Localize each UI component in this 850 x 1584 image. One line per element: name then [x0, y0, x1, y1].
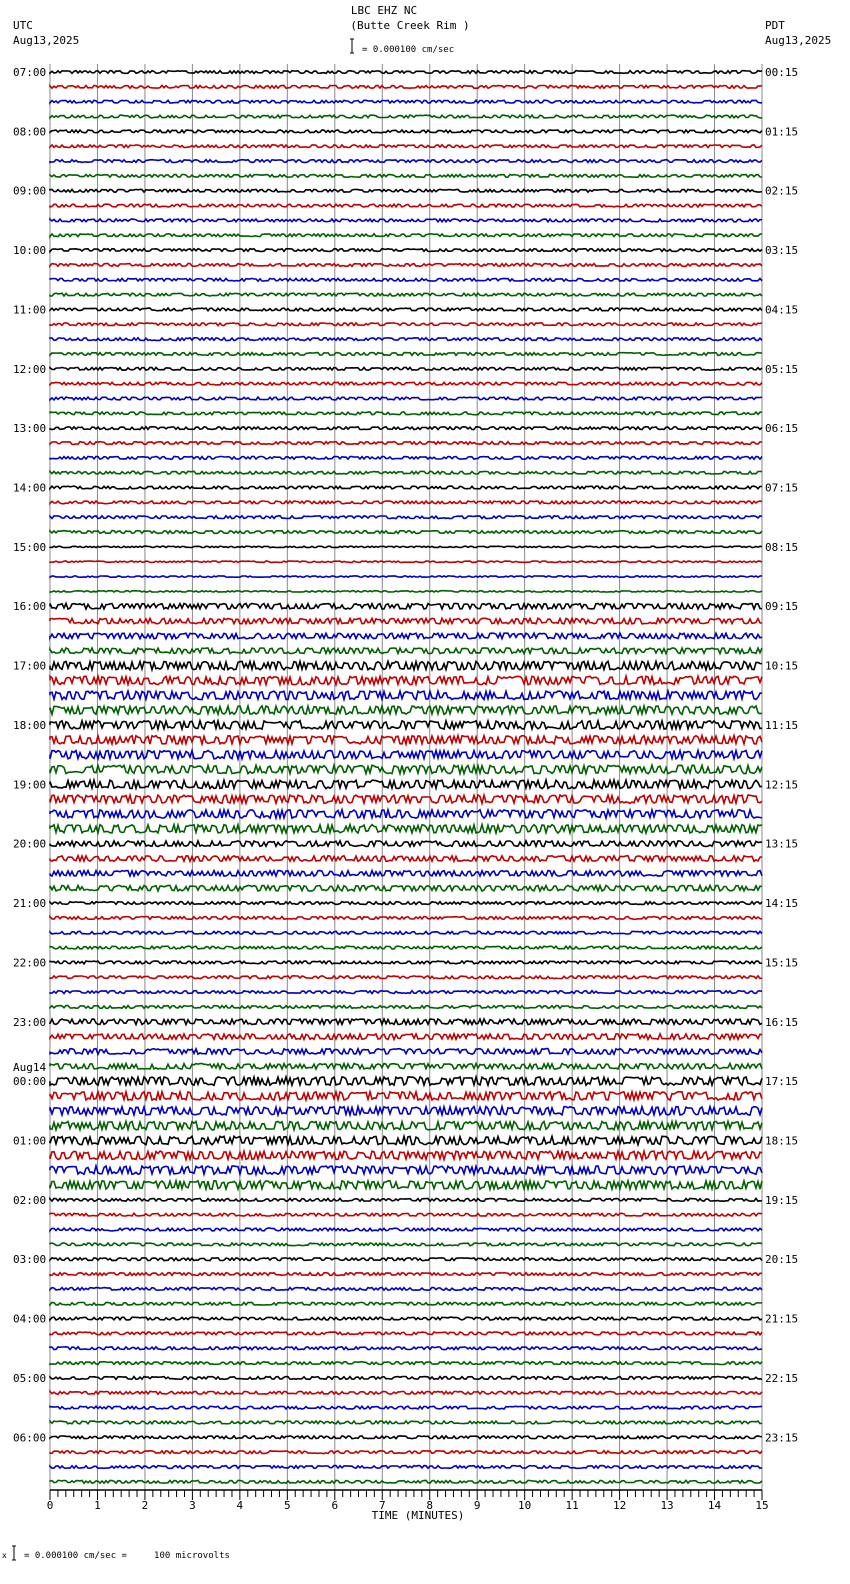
pdt-hour-label: 03:15 [765, 244, 799, 258]
x-tick-label: 14 [707, 1499, 722, 1512]
footer-scale-bar-icon [12, 1546, 16, 1560]
x-tick-label: 10 [518, 1499, 532, 1512]
seismic-trace [50, 1362, 762, 1365]
seismic-trace [50, 471, 762, 474]
scale-label: = 0.000100 cm/sec [362, 45, 455, 55]
utc-hour-label: 19:00 [13, 778, 47, 792]
pdt-hour-label: 04:15 [765, 303, 799, 317]
utc-hour-label: 15:00 [13, 540, 47, 554]
seismic-trace [50, 189, 762, 192]
seismic-trace [50, 576, 762, 577]
seismic-trace [50, 1049, 762, 1055]
seismic-trace [50, 676, 762, 684]
seismic-trace [50, 1228, 762, 1231]
seismic-trace [50, 1436, 762, 1439]
seismic-trace [50, 100, 762, 103]
seismic-trace [50, 1406, 762, 1409]
seismic-trace [50, 516, 762, 519]
seismic-trace [50, 561, 762, 562]
seismic-trace [50, 1377, 762, 1380]
seismic-trace [50, 397, 762, 400]
seismic-trace [50, 991, 762, 994]
seismic-trace [50, 249, 762, 252]
utc-hour-label: 13:00 [13, 422, 47, 436]
seismic-trace [50, 323, 762, 326]
seismic-trace [50, 751, 762, 759]
seismic-trace [50, 591, 762, 592]
pdt-hour-label: 02:15 [765, 184, 799, 198]
utc-hour-label: 16:00 [13, 600, 47, 614]
seismic-trace [50, 1064, 762, 1070]
seismic-trace [50, 691, 762, 699]
seismic-trace [50, 871, 762, 877]
seismic-trace [50, 1258, 762, 1261]
seismic-trace [50, 204, 762, 207]
utc-hour-label: 17:00 [13, 659, 47, 673]
seismic-trace [50, 1213, 762, 1216]
seismic-trace [50, 1317, 762, 1320]
seismic-trace [50, 885, 762, 891]
x-tick-label: 8 [426, 1499, 434, 1512]
seismic-trace [50, 661, 762, 669]
seismic-trace [50, 810, 762, 818]
seismic-trace [50, 456, 762, 459]
seismic-trace [50, 308, 762, 311]
seismic-trace [50, 1006, 762, 1009]
seismic-trace [50, 795, 762, 803]
pdt-hour-label: 12:15 [765, 778, 799, 792]
left-date: Aug13,2025 [13, 34, 80, 47]
x-tick-label: 4 [236, 1499, 244, 1512]
seismic-trace [50, 1288, 762, 1291]
pdt-hour-label: 10:15 [765, 659, 799, 673]
seismic-trace [50, 219, 762, 222]
utc-hour-label: 06:00 [13, 1431, 47, 1445]
utc-hour-label: 05:00 [13, 1371, 47, 1385]
utc-hour-label: 20:00 [13, 837, 47, 851]
seismic-trace [50, 546, 762, 547]
seismic-trace [50, 1243, 762, 1246]
seismic-trace [50, 1451, 762, 1454]
seismic-trace [50, 427, 762, 430]
pdt-hour-label: 14:15 [765, 897, 799, 911]
x-tick-label: 7 [378, 1499, 386, 1512]
seismic-trace [50, 1107, 762, 1115]
x-tick-label: 12 [612, 1499, 627, 1512]
seismic-trace [50, 1166, 762, 1174]
utc-hour-label: 22:00 [13, 956, 47, 970]
x-tick-label: 11 [565, 1499, 579, 1512]
seismic-trace [50, 1077, 762, 1085]
seismic-trace [50, 486, 762, 489]
seismic-trace [50, 765, 762, 773]
right-timezone: PDT [765, 19, 785, 32]
pdt-hour-label: 01:15 [765, 125, 799, 139]
seismic-trace [50, 946, 762, 949]
seismic-trace [50, 618, 762, 624]
utc-hour-label: 23:00 [13, 1015, 47, 1029]
seismic-trace [50, 721, 762, 729]
pdt-hour-label: 08:15 [765, 540, 799, 554]
seismic-trace [50, 442, 762, 445]
x-tick-label: 15 [755, 1499, 769, 1512]
seismic-trace [50, 412, 762, 415]
pdt-hour-label: 23:15 [765, 1431, 799, 1445]
seismic-trace [50, 706, 762, 714]
x-tick-label: 2 [141, 1499, 149, 1512]
utc-hour-label: 10:00 [13, 244, 47, 258]
pdt-hour-label: 22:15 [765, 1371, 799, 1385]
seismic-trace [50, 353, 762, 356]
seismic-trace [50, 648, 762, 654]
seismic-trace [50, 1391, 762, 1394]
footer-prefix: x [2, 1551, 7, 1560]
seismic-trace [50, 1480, 762, 1483]
footer-scale-label: = 0.000100 cm/sec = 100 microvolts [24, 1551, 230, 1561]
seismic-trace [50, 367, 762, 370]
x-axis-label: TIME (MINUTES) [371, 1509, 465, 1522]
seismic-trace [50, 501, 762, 504]
pdt-hour-label: 15:15 [765, 956, 799, 970]
pdt-hour-label: 13:15 [765, 837, 799, 851]
seismic-trace [50, 841, 762, 847]
x-tick-label: 1 [94, 1499, 101, 1512]
x-tick-label: 6 [331, 1499, 339, 1512]
seismic-trace [50, 1332, 762, 1335]
pdt-hour-label: 21:15 [765, 1312, 799, 1326]
x-tick-label: 5 [284, 1499, 291, 1512]
pdt-hour-label: 11:15 [765, 718, 799, 732]
seismic-trace [50, 338, 762, 341]
utc-hour-label: 00:00 [13, 1075, 47, 1089]
pdt-hour-label: 18:15 [765, 1134, 799, 1148]
utc-hour-label: 14:00 [13, 481, 47, 495]
pdt-hour-label: 17:15 [765, 1075, 799, 1089]
seismic-trace [50, 917, 762, 920]
seismic-trace [50, 976, 762, 979]
seismic-trace [50, 382, 762, 385]
right-date: Aug13,2025 [765, 34, 832, 47]
seismic-trace [50, 1019, 762, 1025]
seismic-trace [50, 264, 762, 267]
utc-hour-label: 11:00 [13, 303, 47, 317]
seismic-trace [50, 85, 762, 88]
seismic-trace [50, 130, 762, 133]
seismic-trace [50, 115, 762, 118]
seismic-trace [50, 931, 762, 934]
pdt-hour-label: 09:15 [765, 600, 799, 614]
seismic-trace [50, 278, 762, 281]
seismic-trace [50, 780, 762, 788]
x-tick-label: 0 [46, 1499, 54, 1512]
x-tick-label: 3 [189, 1499, 196, 1512]
utc-hour-label: 12:00 [13, 362, 47, 376]
utc-hour-label: 02:00 [13, 1193, 47, 1207]
seismic-trace [50, 1122, 762, 1130]
utc-hour-label: 18:00 [13, 718, 47, 732]
pdt-hour-label: 19:15 [765, 1193, 799, 1207]
utc-hour-label: 01:00 [13, 1134, 47, 1148]
seismic-trace [50, 1198, 762, 1201]
seismic-trace [50, 1273, 762, 1276]
seismic-trace [50, 145, 762, 148]
scale-bar-icon [350, 39, 354, 53]
seismic-trace [50, 293, 762, 296]
utc-hour-label: 07:00 [13, 66, 47, 79]
pdt-hour-label: 00:15 [765, 66, 799, 79]
seismic-trace [50, 175, 762, 178]
x-tick-label: 13 [660, 1499, 674, 1512]
seismic-trace [50, 1421, 762, 1424]
seismic-trace [50, 1151, 762, 1159]
seismic-trace [50, 71, 762, 74]
pdt-hour-label: 20:15 [765, 1253, 799, 1267]
seismic-trace [50, 1034, 762, 1040]
utc-hour-label: 21:00 [13, 897, 47, 911]
station-name: (Butte Creek Rim ) [350, 19, 470, 32]
pdt-hour-label: 06:15 [765, 422, 799, 436]
utc-hour-label: 09:00 [13, 184, 47, 198]
seismic-trace [50, 1347, 762, 1350]
utc-hour-label: 04:00 [13, 1312, 47, 1326]
date-change-label: Aug14 [13, 1061, 47, 1075]
seismic-trace [50, 1181, 762, 1189]
seismic-trace [50, 633, 762, 639]
utc-hour-label: 08:00 [13, 125, 47, 139]
seismic-trace [50, 825, 762, 833]
seismic-trace [50, 736, 762, 744]
x-tick-label: 9 [473, 1499, 481, 1512]
pdt-hour-label: 07:15 [765, 481, 799, 495]
seismic-trace [50, 902, 762, 905]
left-timezone: UTC [13, 19, 33, 32]
utc-hour-label: 03:00 [13, 1253, 47, 1267]
seismic-trace [50, 1466, 762, 1469]
seismic-trace [50, 961, 762, 964]
seismic-trace [50, 234, 762, 237]
pdt-hour-label: 05:15 [765, 362, 799, 376]
seismic-trace [50, 160, 762, 163]
seismic-trace [50, 856, 762, 862]
seismic-trace [50, 1302, 762, 1305]
pdt-hour-label: 16:15 [765, 1015, 799, 1029]
seismic-trace [50, 531, 762, 534]
seismic-trace [50, 603, 762, 609]
station-title: LBC EHZ NC [350, 4, 418, 17]
seismic-trace [50, 1136, 762, 1144]
seismic-trace [50, 1092, 762, 1100]
